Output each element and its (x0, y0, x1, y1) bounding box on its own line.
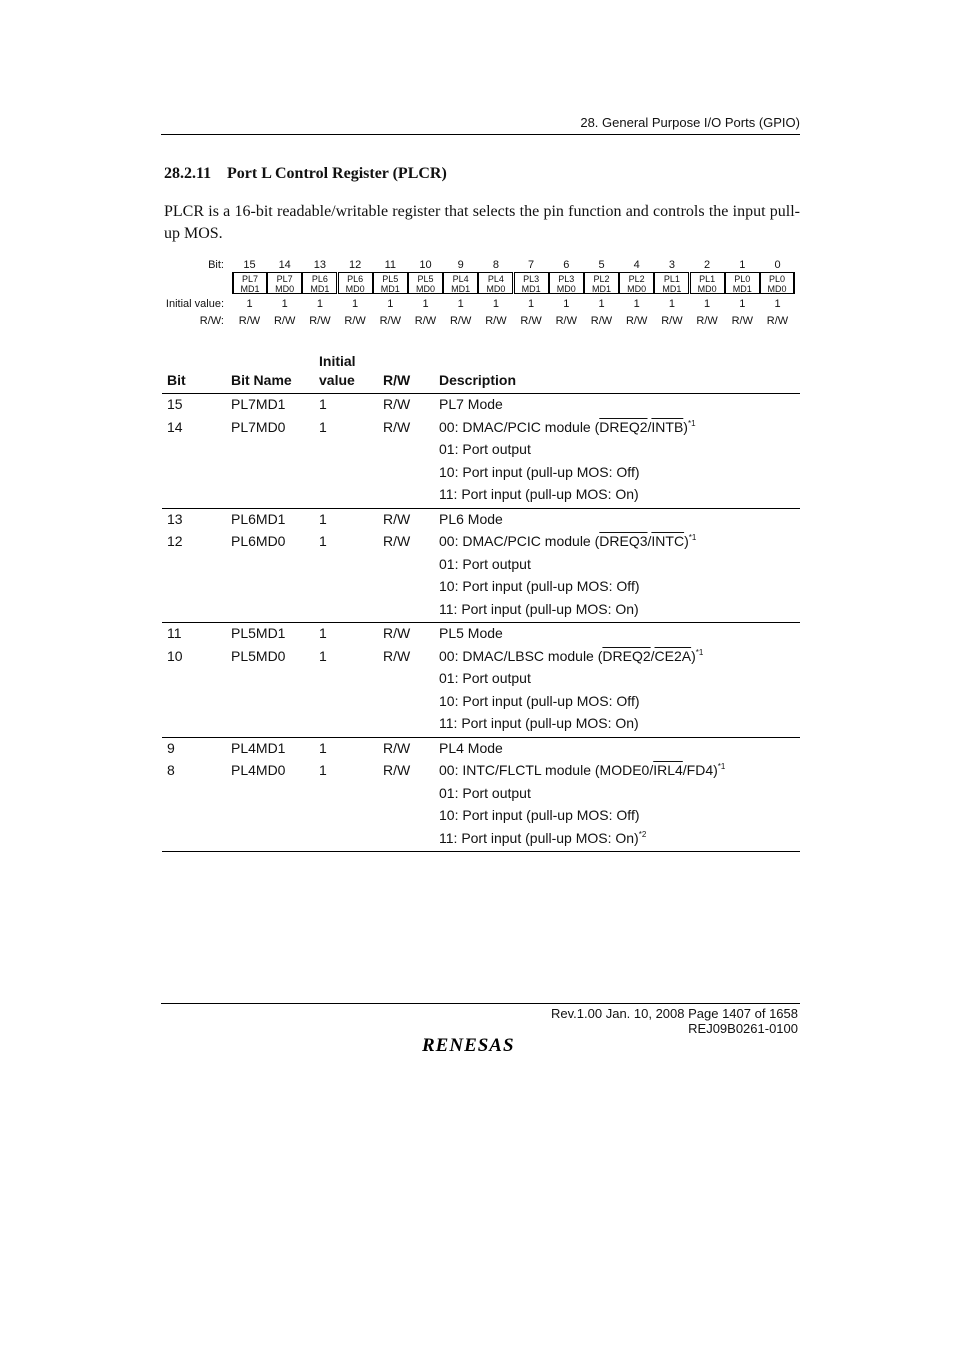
description-cell (439, 578, 640, 594)
bit-cell: 9 (167, 739, 175, 756)
initial-value: 1 (668, 298, 675, 310)
footnote-marker: *1 (688, 533, 697, 543)
bit-number: 5 (598, 259, 605, 271)
bit-number: 4 (633, 259, 640, 271)
initial-value: 1 (246, 298, 253, 310)
bit-row-label: Bit: (208, 259, 224, 271)
description-text: / (647, 533, 652, 550)
initial-value: 1 (774, 298, 781, 310)
description-text: /FD4) (682, 762, 718, 779)
renesas-logo (422, 1035, 542, 1060)
table-row (162, 693, 800, 715)
bit-cell: 12 (167, 533, 183, 550)
description-cell (439, 785, 531, 801)
bit-field-name: PL6 (311, 274, 328, 284)
description-text: INTB (651, 418, 684, 435)
initial-value: 1 (316, 298, 323, 310)
description-text: 10: Port input (pull-up MOS: Off) (439, 692, 640, 709)
description-cell (439, 625, 503, 641)
initial-value: 1 (387, 298, 394, 310)
rw-cell: R/W (383, 647, 411, 664)
bit-field-name: MD0 (627, 284, 647, 294)
description-text: 11: Port input (pull-up MOS: On) (439, 486, 639, 503)
description-cell (439, 740, 503, 756)
description-text: 11: Port input (pull-up MOS: On) (439, 715, 639, 732)
description-text: PL7 Mode (439, 396, 503, 412)
bit-field-name: MD0 (697, 284, 717, 294)
bit-field-box (408, 272, 443, 294)
description-text: ) (684, 533, 689, 550)
table-row (162, 486, 800, 508)
bit-field-name: PL1 (663, 274, 680, 284)
description-text: INTC (651, 533, 685, 550)
description-text: PL4 Mode (439, 739, 503, 756)
bit-cell: 8 (167, 762, 175, 779)
bit-field-name: MD0 (275, 284, 295, 294)
bit-field-name: MD1 (310, 284, 330, 294)
rw-value: R/W (344, 315, 366, 327)
header-bit-name: Bit Name (231, 372, 292, 388)
initial-value-cell: 1 (319, 647, 327, 664)
description-cell (439, 693, 640, 709)
description-cell (439, 556, 531, 572)
bit-field-box (725, 272, 760, 294)
description-text: 01: Port output (439, 441, 531, 458)
bit-field-name: MD1 (380, 284, 400, 294)
bit-number: 2 (704, 259, 711, 271)
table-rule (162, 393, 800, 394)
bit-field-name: MD1 (451, 284, 471, 294)
description-text: / (650, 647, 655, 664)
bit-cell: 10 (167, 647, 183, 664)
bit-field-name: MD1 (240, 284, 260, 294)
bit-field-name: PL6 (347, 274, 364, 284)
rw-cell: R/W (383, 396, 411, 412)
table-rule (162, 851, 800, 852)
bit-name-cell: PL5MD0 (231, 647, 286, 664)
header-rule (161, 134, 800, 135)
rw-value: R/W (555, 315, 577, 327)
table-rule (162, 622, 800, 623)
bit-field-box (443, 272, 478, 294)
table-row (162, 511, 800, 533)
bit-field-name: MD1 (521, 284, 541, 294)
description-text: 00: DMAC/PCIC module ( (439, 418, 600, 435)
rw-cell: R/W (383, 533, 411, 550)
description-cell (439, 396, 503, 412)
running-header: 28. General Purpose I/O Ports (GPIO) (580, 115, 800, 130)
bit-number: 14 (278, 259, 291, 271)
initial-value-cell: 1 (319, 510, 327, 527)
table-row (162, 715, 800, 737)
bit-field-name: MD1 (662, 284, 682, 294)
bit-number: 6 (563, 259, 570, 271)
bit-field-name: MD0 (767, 284, 787, 294)
bit-field-name: PL0 (734, 274, 751, 284)
bit-field-name: PL3 (558, 274, 575, 284)
description-cell (439, 648, 703, 664)
footnote-marker: *1 (687, 418, 696, 428)
description-text: 01: Port output (439, 555, 531, 572)
table-row (162, 762, 800, 784)
bit-name-cell: PL7MD1 (231, 396, 286, 412)
description-cell (439, 670, 531, 686)
description-text: / (647, 418, 652, 435)
description-text: 00: DMAC/LBSC module ( (439, 647, 603, 664)
rw-value: R/W (449, 315, 472, 327)
description-text: DREQ2 (599, 418, 648, 435)
bit-field-box (584, 272, 619, 294)
rw-cell: R/W (383, 739, 411, 756)
bit-number: 11 (384, 259, 396, 271)
rw-value: R/W (273, 315, 296, 327)
bit-field-box (338, 272, 373, 294)
initial-value: 1 (457, 298, 464, 310)
description-text: ) (683, 418, 688, 435)
bit-cell: 13 (167, 510, 183, 527)
bit-field-name: PL0 (768, 274, 785, 284)
initial-value-cell: 1 (319, 625, 327, 641)
table-row (162, 785, 800, 807)
footnote-marker: *1 (695, 647, 704, 657)
description-text: IRL4 (653, 762, 683, 779)
rw-value: R/W (414, 315, 437, 327)
initial-value: 1 (352, 298, 359, 310)
bit-cell: 14 (167, 418, 183, 435)
initial-value: 1 (633, 298, 640, 310)
table-row (162, 648, 800, 670)
bit-field-name: MD0 (415, 284, 435, 294)
table-row (162, 807, 800, 829)
initial-value: 1 (528, 298, 535, 310)
revision-info: Rev.1.00 Jan. 10, 2008 Page 1407 of 1658 (551, 1006, 798, 1021)
description-text: PL5 Mode (439, 625, 503, 641)
description-cell (439, 533, 696, 549)
bit-number: 1 (739, 259, 746, 271)
bit-field-box (267, 272, 302, 294)
bit-number: 8 (492, 259, 499, 271)
rw-value: R/W (309, 315, 331, 327)
description-text: 01: Port output (439, 784, 531, 801)
description-cell (439, 762, 725, 778)
bit-field-name: PL7 (241, 274, 258, 284)
bit-cell: 15 (167, 396, 183, 412)
bit-name-cell: PL4MD1 (231, 739, 286, 756)
bit-field-name: PL1 (699, 274, 716, 284)
bit-field-name: MD1 (732, 284, 752, 294)
bit-field-name: MD0 (556, 284, 576, 294)
rw-cell: R/W (383, 510, 411, 527)
description-text: 10: Port input (pull-up MOS: Off) (439, 807, 640, 824)
description-cell (439, 511, 503, 527)
initial-value: 1 (281, 298, 288, 310)
initial-value: 1 (704, 298, 711, 310)
initial-value: 1 (739, 298, 746, 310)
rw-value: R/W (661, 315, 683, 327)
bit-number: 10 (419, 259, 432, 271)
bit-number: 12 (348, 259, 362, 271)
bit-field-box (478, 272, 513, 294)
table-row (162, 396, 800, 418)
table-row (162, 533, 800, 555)
rw-cell: R/W (383, 418, 411, 435)
bit-field-name: PL2 (593, 274, 610, 284)
initial-value: 1 (422, 298, 429, 310)
description-text: 11: Port input (pull-up MOS: On) (439, 600, 639, 617)
table-row (162, 830, 800, 852)
rw-cell: R/W (383, 762, 411, 779)
bit-field-box (302, 272, 337, 294)
description-text: 00: INTC/FLCTL module (MODE0/ (439, 762, 654, 779)
header-initial-value: value (319, 372, 355, 388)
bit-number: 9 (457, 259, 464, 271)
initial-value-cell: 1 (319, 739, 327, 756)
description-text: CE2A (654, 647, 692, 664)
table-row (162, 740, 800, 762)
rw-value: R/W (520, 315, 542, 327)
bit-field-name: PL5 (417, 274, 434, 284)
description-cell (439, 715, 639, 731)
initial-value-cell: 1 (319, 533, 327, 550)
initial-value: 1 (598, 298, 605, 310)
description-text: DREQ2 (602, 647, 651, 664)
section-title: Port L Control Register (PLCR) (227, 165, 447, 182)
bit-number: 15 (243, 259, 256, 271)
initial-value-label: Initial value: (165, 298, 224, 310)
description-text: 10: Port input (pull-up MOS: Off) (439, 463, 640, 480)
bit-field-box (232, 272, 267, 294)
description-text: 01: Port output (439, 670, 531, 687)
bit-field-name: PL5 (382, 274, 399, 284)
bit-field-box (760, 272, 795, 294)
table-row (162, 419, 800, 441)
logo-text: RENESAS (422, 1035, 515, 1055)
bit-name-cell: PL6MD1 (231, 510, 286, 527)
description-text: 00: DMAC/PCIC module ( (439, 533, 600, 550)
table-row (162, 625, 800, 647)
bit-name-cell: PL4MD0 (231, 762, 286, 779)
bit-field-box (514, 272, 549, 294)
description-cell (439, 419, 696, 435)
bit-name-cell: PL6MD0 (231, 533, 286, 550)
bit-number: 3 (668, 259, 675, 271)
header-description: Description (439, 372, 517, 388)
table-row (162, 556, 800, 578)
footnote-marker: *1 (717, 762, 726, 772)
rw-value: R/W (731, 315, 753, 327)
description-cell (439, 601, 639, 617)
table-row (162, 601, 800, 623)
bit-field-name: PL4 (487, 274, 504, 284)
table-rule (162, 737, 800, 738)
footnote-marker: *2 (638, 829, 647, 839)
initial-value-cell: 1 (319, 418, 327, 435)
rw-value: R/W (238, 315, 261, 327)
rw-value: R/W (625, 315, 648, 327)
rw-value: R/W (485, 315, 507, 327)
rw-value: R/W (766, 315, 789, 327)
bit-number: 13 (313, 259, 327, 271)
rw-value: R/W (379, 315, 401, 327)
bit-field-name: PL7 (276, 274, 293, 284)
footer-rule (161, 1003, 800, 1004)
section-number: 28.2.11 (164, 165, 212, 182)
table-row (162, 670, 800, 692)
rw-row-label: R/W: (199, 315, 224, 327)
bit-field-box (549, 272, 584, 294)
bit-name-cell: PL7MD0 (231, 418, 286, 435)
bit-field-name: PL4 (452, 274, 469, 284)
description-text: 11: Port input (pull-up MOS: On) (439, 829, 639, 846)
bit-cell: 11 (167, 625, 182, 641)
bit-number: 7 (528, 259, 535, 271)
document-number: REJ09B0261-0100 (688, 1021, 798, 1036)
table-row (162, 441, 800, 463)
bit-field-name: PL2 (628, 274, 645, 284)
description-cell (439, 464, 640, 480)
bit-field-box (373, 272, 408, 294)
description-cell (439, 807, 640, 823)
description-text: 10: Port input (pull-up MOS: Off) (439, 578, 640, 595)
rw-cell: R/W (383, 625, 411, 641)
description-text: ) (691, 647, 696, 664)
description-cell (439, 441, 531, 457)
initial-value-cell: 1 (319, 396, 327, 412)
rw-value: R/W (696, 315, 718, 327)
table-rule (162, 508, 800, 509)
bit-field-name: PL3 (523, 274, 540, 284)
bit-field-name: MD1 (591, 284, 611, 294)
rw-value: R/W (590, 315, 613, 327)
bit-field-box (654, 272, 689, 294)
bit-number: 0 (774, 259, 781, 271)
description-text: PL6 Mode (439, 510, 503, 527)
intro-paragraph: PLCR is a 16-bit readable/writable register that selects the pin function and controls the input pull-up MOS. (164, 203, 800, 242)
table-row (162, 578, 800, 600)
bit-field-name: MD0 (486, 284, 506, 294)
bit-field-name: MD0 (345, 284, 365, 294)
bit-field-box (690, 272, 725, 294)
header-initial: Initial (319, 353, 356, 369)
description-text: DREQ3 (599, 533, 648, 550)
description-cell (439, 486, 639, 502)
bit-field-box (619, 272, 654, 294)
description-cell (439, 830, 646, 846)
initial-value-cell: 1 (319, 762, 327, 779)
table-row (162, 464, 800, 486)
page-footer (161, 1006, 798, 1036)
bit-name-cell: PL5MD1 (231, 625, 286, 641)
initial-value: 1 (492, 298, 499, 310)
initial-value: 1 (563, 298, 570, 310)
section-heading (164, 165, 447, 183)
header-bit: Bit (167, 372, 186, 388)
header-rw: R/W (383, 372, 411, 388)
